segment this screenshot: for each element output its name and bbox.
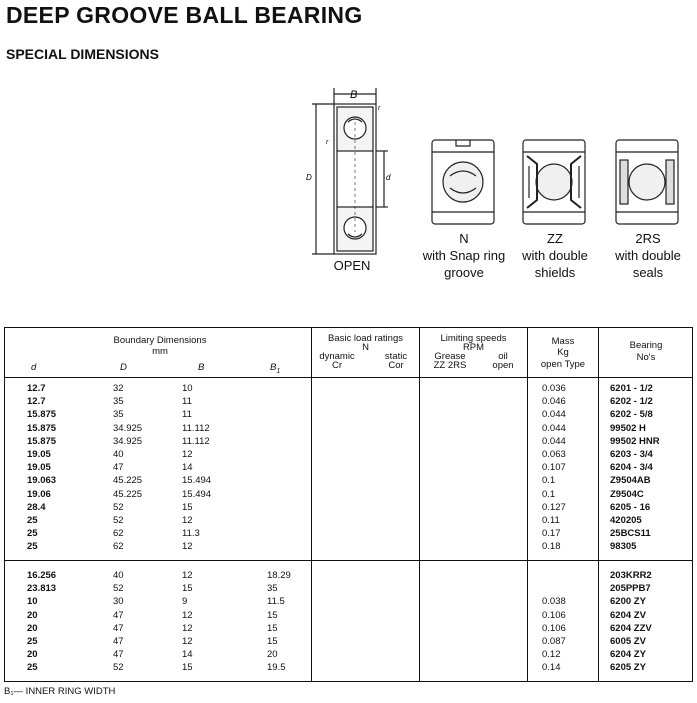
table-row [5, 610, 694, 621]
variant-zz-desc2: shields [534, 265, 576, 280]
table-row [5, 475, 694, 486]
cell-d: 19.05 [27, 449, 51, 460]
cell-D: 52 [113, 662, 124, 674]
cell-mass: 0.106 [542, 622, 566, 634]
cell-mass: 0.17 [542, 528, 561, 540]
cell-B: 11 [182, 409, 192, 421]
cell-d: 25 [27, 515, 38, 526]
cell-mass: 0.127 [542, 501, 566, 513]
cell-B1: 11.5 [267, 596, 285, 608]
table-row [5, 462, 694, 473]
cell-d: 15.875 [27, 435, 57, 447]
header-boundary: Boundary Dimensions [113, 335, 207, 346]
table-row [5, 583, 694, 594]
cell-D: 47 [113, 609, 124, 621]
variant-2rs-code: 2RS [635, 231, 661, 246]
cell-bearing-no: 6204 ZV [610, 609, 646, 621]
cell-bearing-no: 205PPB7 [610, 583, 651, 595]
cell-D: 47 [113, 462, 124, 474]
header-col-B: B [198, 362, 205, 373]
cell-mass: 0.044 [542, 409, 566, 421]
label-D: D [306, 173, 312, 182]
cell-B: 12 [182, 515, 193, 526]
cell-bearing-no: 6202 - 1/2 [610, 396, 653, 408]
cell-d: 20 [27, 622, 38, 634]
cell-d: 25 [27, 528, 38, 540]
cell-D: 35 [113, 396, 124, 408]
table-row [5, 528, 694, 539]
cell-mass: 0.18 [542, 541, 561, 553]
cell-B: 15.494 [182, 488, 212, 500]
cell-bearing-no: 6204 - 3/4 [610, 462, 653, 474]
cell-bearing-no: 99502 H [610, 422, 646, 434]
variant-n-code: N [459, 231, 469, 246]
cell-mass: 0.038 [542, 596, 566, 608]
header-rpm: RPM [462, 342, 485, 353]
cell-bearing-no: 6205 - 16 [610, 501, 651, 513]
cell-bearing-no: 6204 ZZV [610, 622, 652, 634]
header-bearing: Bearing [629, 340, 663, 351]
cell-bearing-no: 6202 - 5/8 [610, 409, 653, 421]
variant-2rs-desc1: with double [615, 248, 681, 263]
header-cr: Cr [331, 360, 343, 371]
cell-B: 12 [182, 541, 193, 553]
cell-B1: 20 [267, 649, 278, 661]
cell-D: 40 [113, 449, 124, 460]
cell-bearing-no: 25BCS11 [610, 528, 651, 540]
cell-D: 34.925 [113, 422, 143, 434]
header-limiting: Limiting speeds [440, 333, 507, 344]
dimensions-table [4, 327, 693, 682]
header-mass: Mass [551, 336, 575, 347]
cell-d: 25 [27, 662, 38, 674]
cell-mass: 0.046 [542, 396, 566, 408]
cell-B1: 19.5 [267, 662, 286, 674]
header-open: open [492, 360, 514, 371]
table-row [5, 515, 694, 526]
table-row [5, 596, 694, 607]
header-static: static [384, 351, 408, 362]
cell-bearing-no: 6205 ZY [610, 662, 646, 674]
table-row [5, 662, 694, 673]
cell-bearing-no: 6204 ZY [610, 649, 646, 661]
cell-D: 62 [113, 541, 124, 553]
cell-bearing-no: 6201 - 1/2 [610, 383, 653, 394]
cell-D: 40 [113, 570, 124, 581]
cell-B1: 18.29 [267, 570, 291, 581]
cell-D: 45.225 [113, 488, 143, 500]
variant-2rs-caption [605, 230, 691, 281]
cell-B: 11 [182, 396, 192, 408]
cell-B: 11.112 [182, 422, 210, 434]
table-row [5, 436, 694, 447]
header-col-B1 [270, 363, 280, 377]
cell-mass: 0.14 [542, 662, 561, 674]
header-zz2rs: ZZ 2RS [433, 360, 467, 371]
table-row [5, 489, 694, 500]
header-oil: oil [498, 351, 508, 362]
table-row [5, 502, 694, 513]
cell-d: 25 [27, 636, 38, 647]
header-kg: Kg [557, 347, 569, 358]
table-row [5, 623, 694, 634]
table-row [5, 396, 694, 407]
cell-d: 10 [27, 596, 38, 608]
header-nos: No's [636, 352, 656, 363]
variant-n-desc2: groove [444, 265, 484, 280]
cell-mass: 0.12 [542, 649, 561, 661]
cell-D: 47 [113, 636, 124, 647]
page-title: DEEP GROOVE BALL BEARING [6, 2, 363, 28]
cell-d: 25 [27, 541, 38, 553]
table-row [5, 423, 694, 434]
cell-D: 52 [113, 583, 124, 595]
cell-B: 11.3 [182, 528, 200, 540]
cell-B: 10 [182, 383, 193, 394]
cell-bearing-no: 203KRR2 [610, 570, 652, 581]
cell-bearing-no: 420205 [610, 515, 642, 526]
variant-zz-code: ZZ [547, 231, 563, 246]
header-col-d: d [31, 362, 37, 373]
cell-d: 19.06 [27, 488, 51, 500]
open-bearing-diagram [300, 82, 400, 262]
variant-zz-desc1: with double [522, 248, 588, 263]
cell-mass: 0.063 [542, 449, 566, 460]
cell-bearing-no: 99502 HNR [610, 435, 660, 447]
cell-B: 12 [182, 570, 193, 581]
cell-mass: 0.1 [542, 475, 556, 487]
header-open-type: open Type [540, 359, 586, 370]
cell-B: 15.494 [182, 475, 212, 487]
header-col-D: D [120, 362, 127, 373]
header-col-B1-sub: 1 [276, 367, 281, 375]
cell-D: 62 [113, 528, 124, 540]
cell-D: 52 [113, 515, 124, 526]
cell-mass: 0.107 [542, 462, 566, 474]
cell-d: 16.256 [27, 570, 57, 581]
table-row [5, 409, 694, 420]
label-d: d [386, 173, 391, 182]
cell-bearing-no: 6200 ZY [610, 596, 646, 608]
cell-B: 12 [182, 622, 193, 634]
cell-d: 19.05 [27, 462, 51, 474]
header-grease: Grease [434, 351, 466, 362]
cell-D: 52 [113, 501, 124, 513]
cell-d: 15.875 [27, 409, 57, 421]
table-row [5, 383, 694, 394]
cell-d: 28.4 [27, 501, 46, 513]
double-shield-bearing-diagram [519, 136, 589, 228]
footnote: B₁— INNER RING WIDTH [4, 686, 116, 697]
variant-2rs-desc2: seals [632, 265, 664, 280]
cell-d: 19.063 [27, 475, 57, 487]
cell-B1: 15 [267, 609, 278, 621]
cell-bearing-no: Z9504C [610, 488, 644, 500]
page-subtitle: SPECIAL DIMENSIONS [6, 46, 159, 62]
double-seal-bearing-diagram [612, 136, 682, 228]
cell-D: 45.225 [113, 475, 143, 487]
cell-B: 14 [182, 462, 193, 474]
variant-zz-caption [513, 230, 597, 281]
cell-d: 15.875 [27, 422, 57, 434]
label-r-side: r [326, 139, 329, 146]
cell-D: 35 [113, 409, 124, 421]
table-row [5, 449, 694, 460]
cell-mass: 0.087 [542, 636, 566, 647]
table-row [5, 636, 694, 647]
cell-d: 12.7 [27, 396, 46, 408]
cell-mass: 0.036 [542, 383, 566, 394]
cell-B: 15 [182, 501, 193, 513]
header-basic-load: Basic load ratings [328, 333, 403, 344]
label-B: B [350, 89, 358, 101]
table-row [5, 541, 694, 552]
cell-mass: 0.044 [542, 435, 566, 447]
cell-B: 12 [182, 449, 193, 460]
header-cor: Cor [388, 360, 404, 371]
cell-B1: 15 [267, 636, 278, 647]
cell-bearing-no: 6005 ZV [610, 636, 646, 647]
cell-B: 15 [182, 583, 193, 595]
label-r-top: r [378, 105, 381, 112]
cell-bearing-no: 6203 - 3/4 [610, 449, 653, 460]
cell-B: 9 [182, 596, 188, 608]
cell-d: 20 [27, 609, 38, 621]
cell-d: 20 [27, 649, 38, 661]
cell-D: 47 [113, 622, 124, 634]
cell-B1: 15 [267, 622, 278, 634]
cell-mass: 0.11 [542, 515, 560, 526]
header-dynamic: dynamic [319, 351, 355, 362]
snap-ring-bearing-diagram [428, 136, 498, 228]
cell-D: 34.925 [113, 435, 143, 447]
cell-B: 12 [182, 636, 193, 647]
cell-B: 11.112 [182, 435, 210, 447]
cell-D: 47 [113, 649, 124, 661]
cell-B1: 35 [267, 583, 278, 595]
variant-n-desc1: with Snap ring [422, 248, 506, 263]
table-row [5, 649, 694, 660]
cell-B: 15 [182, 662, 193, 674]
cell-B: 14 [182, 649, 193, 661]
header-col-B1-letter: B [270, 362, 277, 373]
header-N: N [362, 342, 369, 353]
cell-d: 23.813 [27, 583, 57, 595]
cell-B: 12 [182, 609, 193, 621]
cell-mass: 0.1 [542, 488, 556, 500]
cell-mass: 0.044 [542, 422, 566, 434]
cell-bearing-no: Z9504AB [610, 475, 651, 487]
cell-bearing-no: 98305 [610, 541, 637, 553]
open-caption: OPEN [333, 258, 371, 273]
variant-n-caption [412, 230, 516, 281]
cell-D: 30 [113, 596, 124, 608]
table-row [5, 570, 694, 581]
cell-D: 32 [113, 383, 124, 394]
cell-d: 12.7 [27, 383, 46, 394]
cell-mass: 0.106 [542, 609, 566, 621]
header-mm: mm [152, 346, 168, 357]
